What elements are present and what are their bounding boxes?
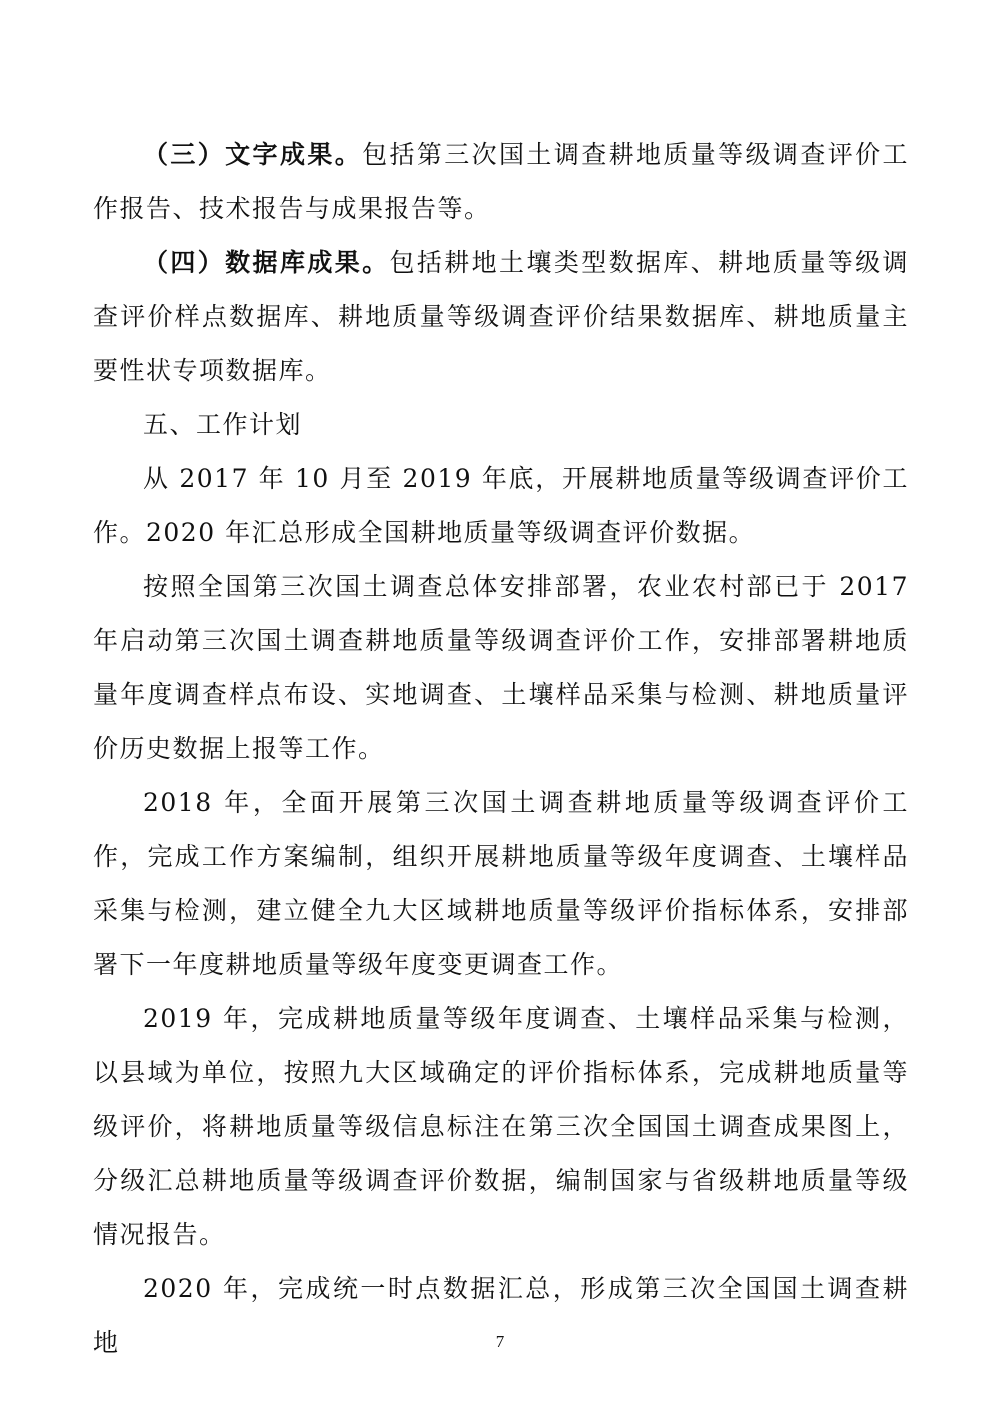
paragraph-lead: （四）数据库成果。 bbox=[143, 248, 390, 277]
paragraph-schedule-2020 bbox=[93, 1262, 909, 1370]
paragraph-lead: （三）文字成果。 bbox=[143, 140, 363, 169]
paragraph-body: 按照全国第三次国土调查总体安排部署，农业农村部已于 2017 年启动第三次国土调查耕地质量等级调查评价工作，安排部署耕地质量年度调查样点布设、实地调查、土壤样品采集与检测、耕地质量评价历史数据上报等工作。 bbox=[93, 572, 909, 763]
paragraph-body: 2020 年，完成统一时点数据汇总，形成第三次全国国土调查耕地 bbox=[93, 1274, 909, 1357]
paragraph-schedule-2017 bbox=[93, 560, 909, 776]
paragraph-database-results bbox=[93, 236, 909, 398]
paragraph-body: 包括第三次国土调查耕地质量等级调查评价工作报告、技术报告与成果报告等。 bbox=[93, 140, 909, 223]
paragraph-schedule-overview bbox=[93, 452, 909, 560]
section-heading: 五、工作计划 bbox=[143, 410, 303, 439]
paragraph-schedule-2018 bbox=[93, 776, 909, 992]
page-number: 7 bbox=[495, 1332, 505, 1351]
paragraph-body: 包括耕地土壤类型数据库、耕地质量等级调查评价样点数据库、耕地质量等级调查评价结果数据库、耕地质量主要性状专项数据库。 bbox=[93, 248, 909, 385]
paragraph-body: 2019 年，完成耕地质量等级年度调查、土壤样品采集与检测，以县域为单位，按照九大区域确定的评价指标体系，完成耕地质量等级评价，将耕地质量等级信息标注在第三次全国国土调查成果图上，分级汇总耕地质量等级调查评价数据，编制国家与省级耕地质量等级情况报告。 bbox=[93, 1004, 909, 1249]
paragraph-text-results bbox=[93, 128, 909, 236]
paragraph-body: 从 2017 年 10 月至 2019 年底，开展耕地质量等级调查评价工作。2020 年汇总形成全国耕地质量等级调查评价数据。 bbox=[93, 464, 909, 547]
paragraph-body: 2018 年，全面开展第三次国土调查耕地质量等级调查评价工作，完成工作方案编制，组织开展耕地质量等级年度调查、土壤样品采集与检测，建立健全九大区域耕地质量等级评价指标体系，安排部署下一年度耕地质量等级年度变更调查工作。 bbox=[93, 788, 909, 979]
document-body bbox=[93, 128, 909, 1370]
paragraph-schedule-2019 bbox=[93, 992, 909, 1262]
